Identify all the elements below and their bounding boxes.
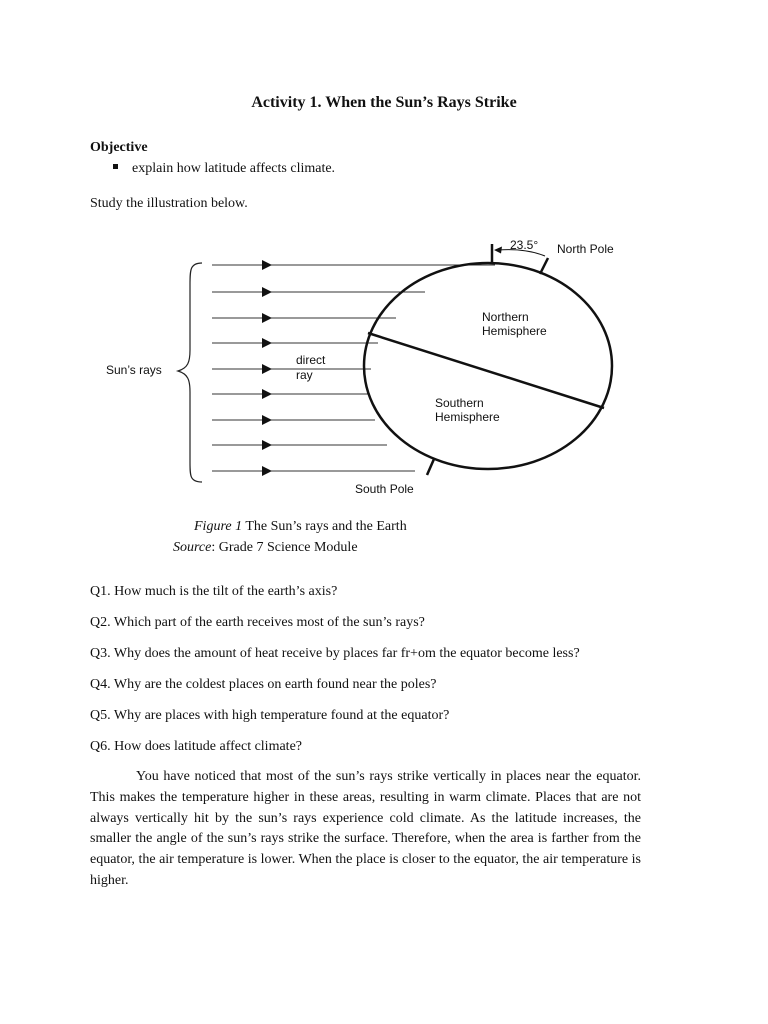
ray-arrowheads [262, 260, 272, 476]
sun-ray-lines [212, 265, 495, 471]
question-4: Q4. Why are the coldest places on earth found near the poles? [90, 677, 437, 692]
figure-label: Figure 1 [194, 519, 243, 534]
direct-ray-label-line2: ray [296, 368, 313, 382]
arrowhead-icon [262, 313, 272, 323]
source-label: Source [173, 540, 212, 555]
earth-circle [364, 263, 612, 469]
source-text: : Grade 7 Science Module [211, 540, 358, 555]
brace-shape [178, 263, 202, 482]
northern-label-line1: Northern [482, 310, 529, 324]
arrowhead-icon [262, 260, 272, 270]
northern-label-line2: Hemisphere [482, 324, 547, 338]
arrowhead-icon [262, 287, 272, 297]
arrowhead-icon [262, 338, 272, 348]
direct-ray-label-line1: direct [296, 353, 326, 367]
angle-label: 23.5° [510, 238, 539, 252]
sun-rays-diagram [90, 230, 650, 505]
arrowhead-icon [494, 247, 502, 254]
objective-heading: Objective [90, 140, 148, 155]
arrowhead-icon [262, 440, 272, 450]
arrowhead-icon [262, 389, 272, 399]
paragraph-text: You have noticed that most of the sun’s rays strike vertically in places near the equator. This makes the temperature higher in these areas, resulting in warm climate. Places that are not always vertically hit by the sun’s rays experience cold climate. As the latitude increases, the smaller the angle of the sun’s rays strike the surface. Therefore, when the area is farther from the equator, the air temperature is lower. When the place is closer to the equator, the air temperature is higher. [90, 769, 641, 888]
south-pole-tick [427, 459, 434, 475]
square-bullet-icon [113, 164, 118, 169]
southern-label-line1: Southern [435, 396, 484, 410]
figure-text: The Sun’s rays and the Earth [242, 519, 407, 534]
question-3: Q3. Why does the amount of heat receive by places far fr+om the equator become less? [90, 646, 580, 661]
question-2: Q2. Which part of the earth receives most of the sun’s rays? [90, 615, 425, 630]
objective-item-text: explain how latitude affects climate. [132, 161, 336, 176]
question-1: Q1. How much is the tilt of the earth’s axis? [90, 584, 338, 599]
source-caption [173, 540, 358, 556]
arrowhead-icon [262, 415, 272, 425]
instruction-text: Study the illustration below. [90, 196, 248, 211]
arrowhead-icon [262, 466, 272, 476]
suns-rays-label: Sun’s rays [106, 363, 162, 377]
question-6: Q6. How does latitude affect climate? [90, 739, 302, 754]
south-pole-label: South Pole [355, 482, 414, 496]
southern-label-line2: Hemisphere [435, 410, 500, 424]
page-title: Activity 1. When the Sun’s Rays Strike [251, 94, 517, 111]
figure-caption [194, 519, 407, 535]
objective-item [113, 161, 335, 177]
north-pole-label: North Pole [557, 242, 614, 256]
north-pole-tick [540, 258, 548, 274]
arrowhead-icon [262, 364, 272, 374]
question-5: Q5. Why are places with high temperature found at the equator? [90, 708, 450, 723]
equator-line [368, 333, 604, 408]
body-paragraph [90, 767, 641, 892]
